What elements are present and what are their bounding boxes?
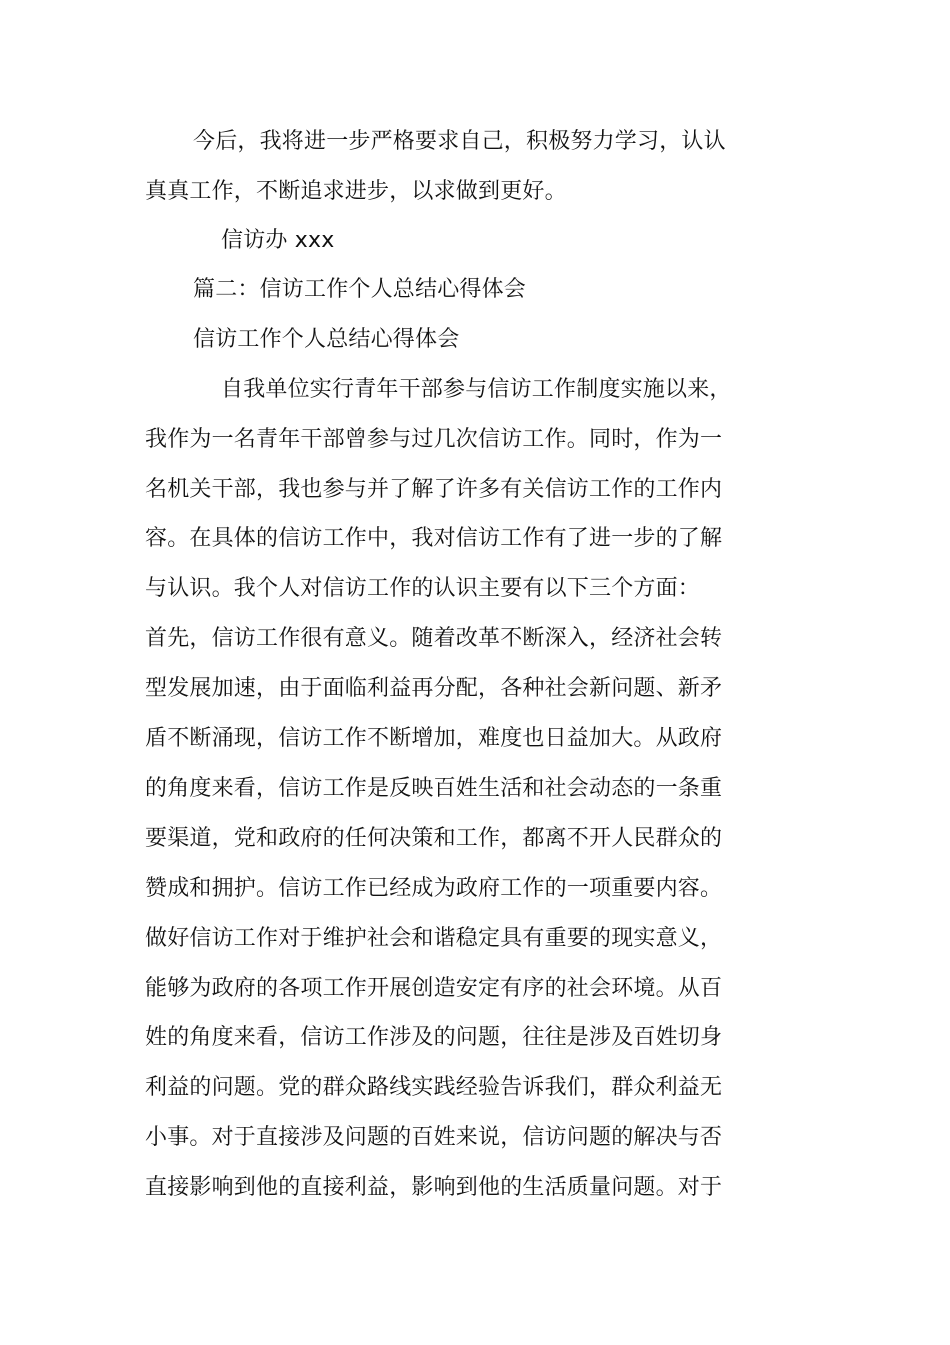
section-heading: 篇二：信访工作个人总结心得体会 (193, 277, 527, 302)
paragraph-line-7: 我作为一名青年干部曾参与过几次信访工作。同时，作为一 (145, 427, 723, 452)
paragraph-line-12: 型发展加速，由于面临利益再分配，各种社会新问题、新矛 (145, 676, 723, 701)
paragraph-line-22: 直接影响到他的直接利益，影响到他的生活质量问题。对于 (145, 1175, 723, 1200)
paragraph-line-6: 自我单位实行青年干部参与信访工作制度实施以来， (221, 377, 732, 402)
paragraph-line-1: 今后，我将进一步严格要求自己，积极努力学习，认认 (193, 129, 726, 154)
paragraph-line-2: 真真工作，不断追求进步，以求做到更好。 (145, 179, 567, 204)
paragraph-line-15: 要渠道，党和政府的任何决策和工作，都离不开人民群众的 (145, 826, 723, 851)
paragraph-line-17: 做好信访工作对于维护社会和谐稳定具有重要的现实意义， (145, 926, 723, 951)
paragraph-line-18: 能够为政府的各项工作开展创造安定有序的社会环境。从百 (145, 976, 723, 1001)
paragraph-line-14: 的角度来看，信访工作是反映百姓生活和社会动态的一条重 (145, 776, 723, 801)
paragraph-line-9: 容。在具体的信访工作中，我对信访工作有了进一步的了解 (145, 526, 723, 551)
paragraph-line-11: 首先，信访工作很有意义。随着改革不断深入，经济社会转 (145, 626, 723, 651)
paragraph-line-13: 盾不断涌现，信访工作不断增加，难度也日益加大。从政府 (145, 726, 723, 751)
paragraph-line-10: 与认识。我个人对信访工作的认识主要有以下三个方面： (145, 576, 701, 601)
article-title: 信访工作个人总结心得体会 (193, 327, 460, 352)
paragraph-line-20: 利益的问题。党的群众路线实践经验告诉我们，群众利益无 (145, 1075, 723, 1100)
paragraph-line-21: 小事。对于直接涉及问题的百姓来说，信访问题的解决与否 (145, 1125, 723, 1150)
paragraph-line-19: 姓的角度来看，信访工作涉及的问题，往往是涉及百姓切身 (145, 1025, 723, 1050)
paragraph-line-8: 名机关干部，我也参与并了解了许多有关信访工作的工作内 (145, 477, 723, 502)
paragraph-line-16: 赞成和拥护。信访工作已经成为政府工作的一项重要内容。 (145, 876, 723, 901)
signature-line: 信访办 xxx (221, 228, 335, 253)
